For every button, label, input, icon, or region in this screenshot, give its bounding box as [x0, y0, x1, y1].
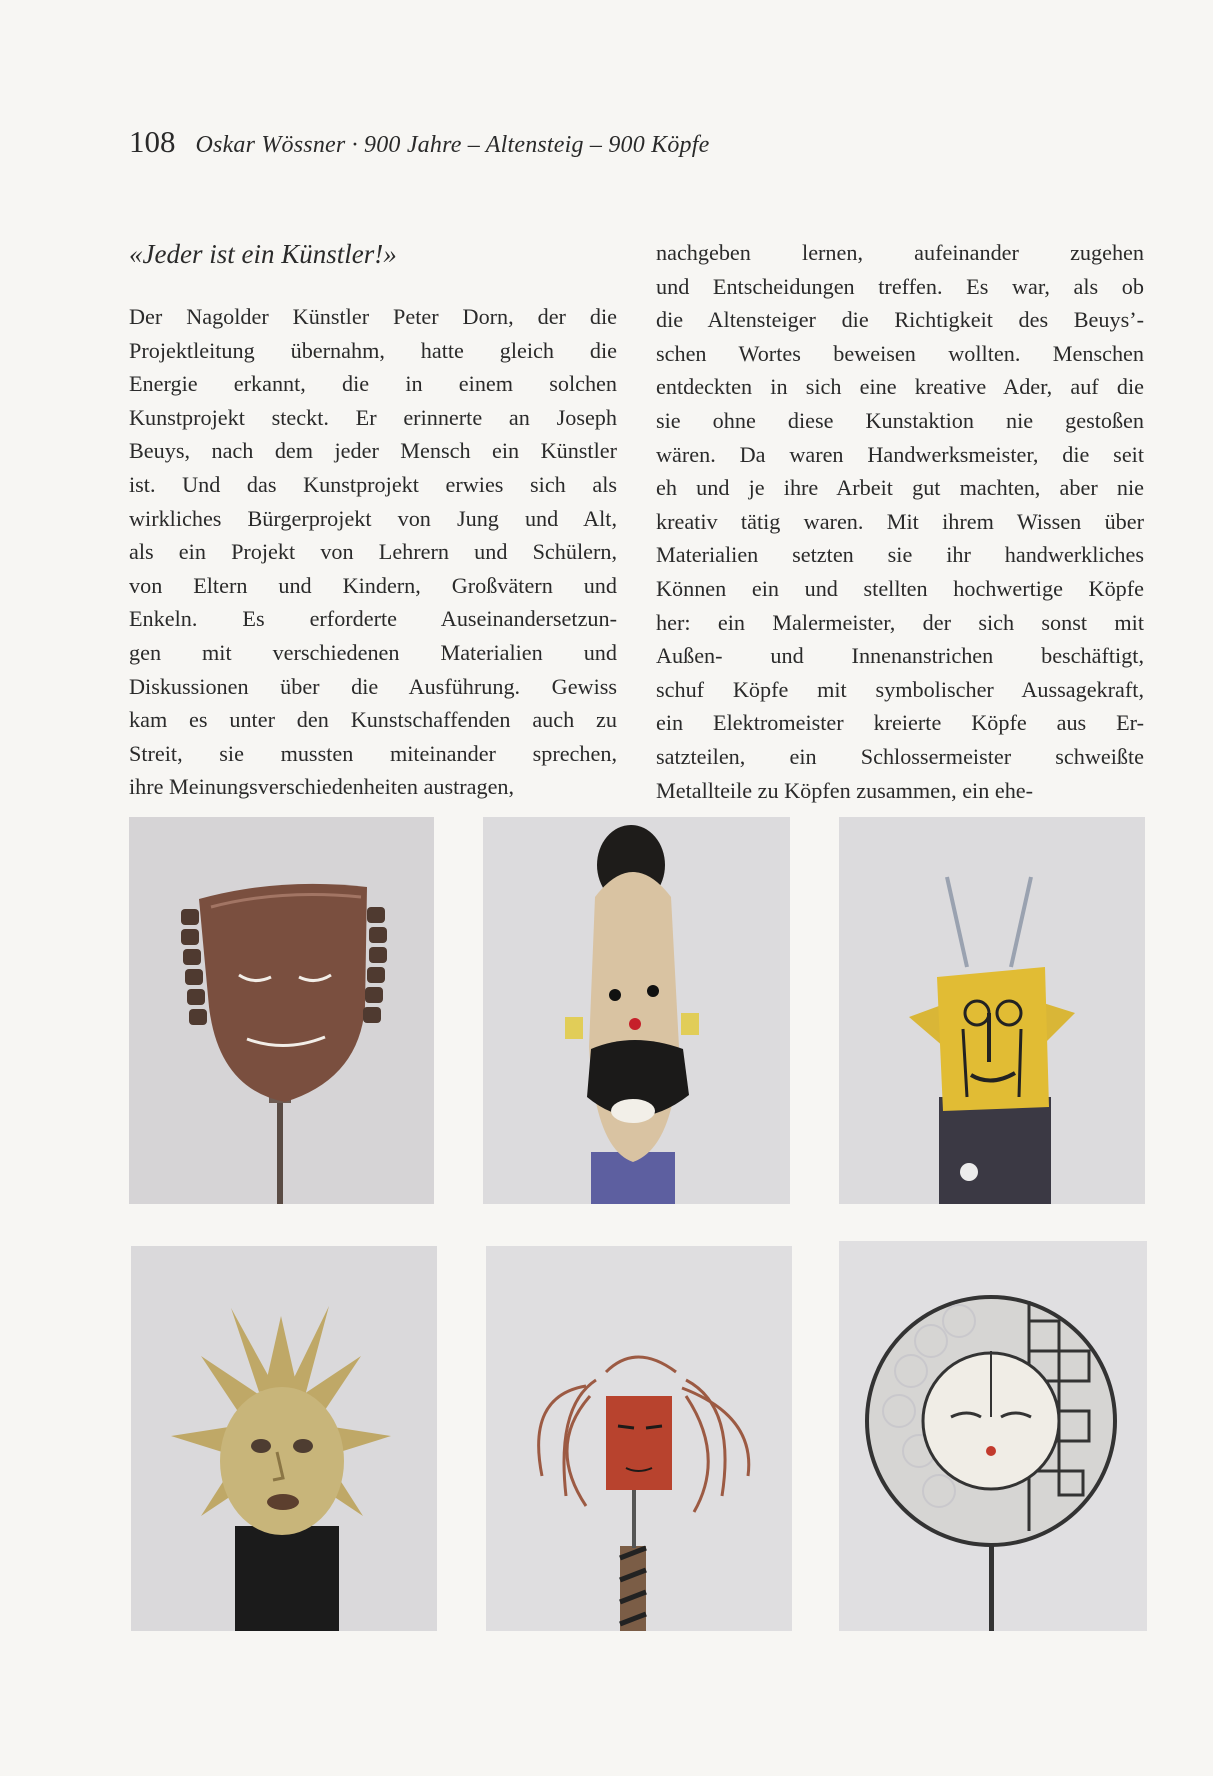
text-line: als ein Projekt von Lehrern und Schülern, — [129, 539, 617, 565]
page-number: 108 — [129, 124, 176, 159]
text-line: Enkeln. Es erforderte Auseinandersetzun- — [129, 606, 617, 632]
left-column-lines — [129, 300, 617, 804]
text-line: ist. Und das Kunstprojekt erwies sich als — [129, 471, 617, 497]
text-line: eh und je ihre Arbeit gut machten, aber nie — [656, 475, 1144, 501]
text-line: kam es unter den Kunstschaffenden auch zu — [129, 707, 617, 733]
text-line: Streit, sie mussten miteinander sprechen, — [129, 740, 617, 766]
text-line: nachgeben lernen, aufeinander zugehen — [656, 240, 1144, 265]
text-line: Können ein und stellten hochwertige Köpfe — [656, 575, 1144, 601]
photo-yellow-antenna-head — [839, 817, 1145, 1204]
section-title: «Jeder ist ein Künstler!» — [129, 239, 397, 269]
text-line: Kunstprojekt steckt. Er erinnerte an Joseph — [129, 404, 617, 430]
text-line: ihre Meinungsverschiedenheiten austragen, — [129, 774, 515, 800]
photo-golden-sun-face — [131, 1246, 437, 1631]
text-line: kreativ tätig waren. Mit ihrem Wissen über — [656, 508, 1144, 534]
text-line: Materialien setzten sie ihr handwerkliches — [656, 542, 1144, 568]
text-line: die Altensteiger die Richtigkeit des Beuys’- — [656, 307, 1144, 333]
text-column-right — [656, 236, 1144, 807]
right-column-lines — [656, 236, 1144, 807]
photo-circular-metal-head — [839, 1241, 1147, 1631]
photo-brown-mask — [129, 817, 434, 1204]
running-head — [129, 124, 829, 160]
photo-wooden-beard-head — [483, 817, 790, 1204]
text-line: Außen- und Innenanstrichen beschäftigt, — [656, 643, 1144, 669]
text-line: Diskussionen über die Ausführung. Gewiss — [129, 673, 617, 699]
text-line: wären. Da waren Handwerksmeister, die seit — [656, 441, 1144, 467]
text-line: schen Wortes beweisen wollten. Menschen — [656, 340, 1144, 366]
text-line: entdeckten in sich eine kreative Ader, auf die — [656, 374, 1144, 400]
text-line: Beuys, nach dem jeder Mensch ein Künstler — [129, 438, 617, 464]
text-column-left — [129, 232, 617, 804]
text-line: Der Nagolder Künstler Peter Dorn, der die — [129, 304, 617, 329]
photo-red-face-wire-hair — [486, 1246, 792, 1631]
text-line: und Entscheidungen treffen. Es war, als ob — [656, 273, 1144, 299]
text-line: her: ein Malermeister, der sich sonst mit — [656, 609, 1144, 635]
text-line: gen mit verschiedenen Materialien und — [129, 639, 617, 665]
text-line: sie ohne diese Kunstaktion nie gestoßen — [656, 407, 1144, 433]
text-line: schuf Köpfe mit symbolischer Aussagekraft, — [656, 676, 1144, 702]
text-line: wirkliches Bürgerprojekt von Jung und Alt, — [129, 505, 617, 531]
text-line: von Eltern und Kindern, Großvätern und — [129, 572, 617, 598]
text-line: Energie erkannt, die in einem solchen — [129, 371, 617, 397]
text-line: satzteilen, ein Schlossermeister schweißte — [656, 743, 1144, 769]
text-line: ein Elektromeister kreierte Köpfe aus Er- — [656, 710, 1144, 736]
running-title: Oskar Wössner · 900 Jahre – Altensteig – 900 Köpfe — [195, 132, 710, 158]
text-line: Metallteile zu Köpfen zusammen, ein ehe- — [656, 777, 1034, 803]
text-line: Projektleitung übernahm, hatte gleich die — [129, 337, 617, 363]
